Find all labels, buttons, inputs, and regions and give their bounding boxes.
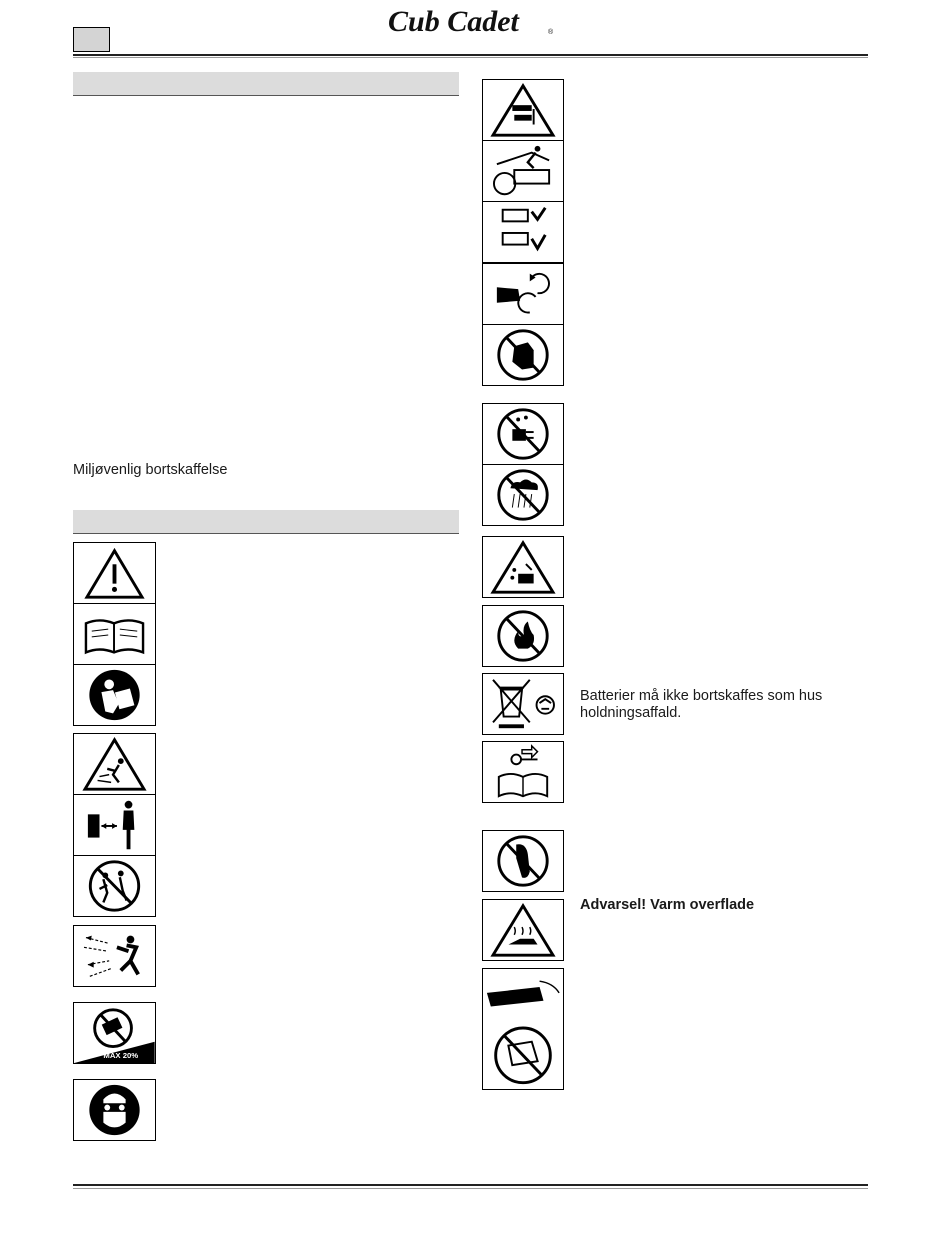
cub-cadet-logo-svg xyxy=(380,4,560,38)
battery-disposal-icon xyxy=(482,673,564,735)
header-rule xyxy=(73,54,868,56)
key-manual-icon xyxy=(482,741,564,803)
warning-triangle-icon xyxy=(73,542,156,604)
read-manual-icon xyxy=(73,664,156,726)
cub-cadet-logo xyxy=(380,4,560,38)
footer-rule xyxy=(73,1184,868,1186)
no-children-icon xyxy=(73,855,156,917)
eye-protection-icon xyxy=(73,1079,156,1141)
slope-label: MAX 20% xyxy=(103,1051,139,1061)
no-hand-icon xyxy=(482,324,564,386)
footer-rule-thin xyxy=(73,1188,868,1189)
flying-debris-icon xyxy=(73,925,156,987)
blade-warning-triangle-icon xyxy=(482,79,564,141)
no-rain-icon xyxy=(482,464,564,526)
svg-text:®: ® xyxy=(548,29,554,36)
no-wet-plug-icon xyxy=(482,403,564,465)
battery-disposal-label: Batterier må ikke bortskaffes som hus holdningsaffald. xyxy=(580,688,823,721)
acid-warning-icon xyxy=(482,536,564,598)
disposal-heading: Miljøvenlig bortskaffelse xyxy=(73,462,228,478)
no-foot-icon xyxy=(482,830,564,892)
no-fire-icon xyxy=(482,605,564,667)
hot-surface-icon xyxy=(482,899,564,961)
keep-distance-icon xyxy=(73,794,156,856)
page-number-box xyxy=(73,27,110,52)
header-rule-thin xyxy=(73,57,868,58)
section-bar-2 xyxy=(73,510,459,534)
no-tipping-slope-icon xyxy=(73,1002,156,1064)
logo-text: Cub Cadet xyxy=(388,5,519,38)
thrown-objects-warning-icon xyxy=(73,733,156,795)
blade-rotation-icon xyxy=(482,201,564,263)
mower-operator-icon xyxy=(482,140,564,202)
open-manual-icon xyxy=(73,603,156,665)
no-riding-deck-icon xyxy=(482,968,564,1090)
hand-cut-icon xyxy=(482,263,564,325)
section-bar-1 xyxy=(73,72,459,96)
hot-surface-label: Advarsel! Varm overflade xyxy=(580,897,755,913)
